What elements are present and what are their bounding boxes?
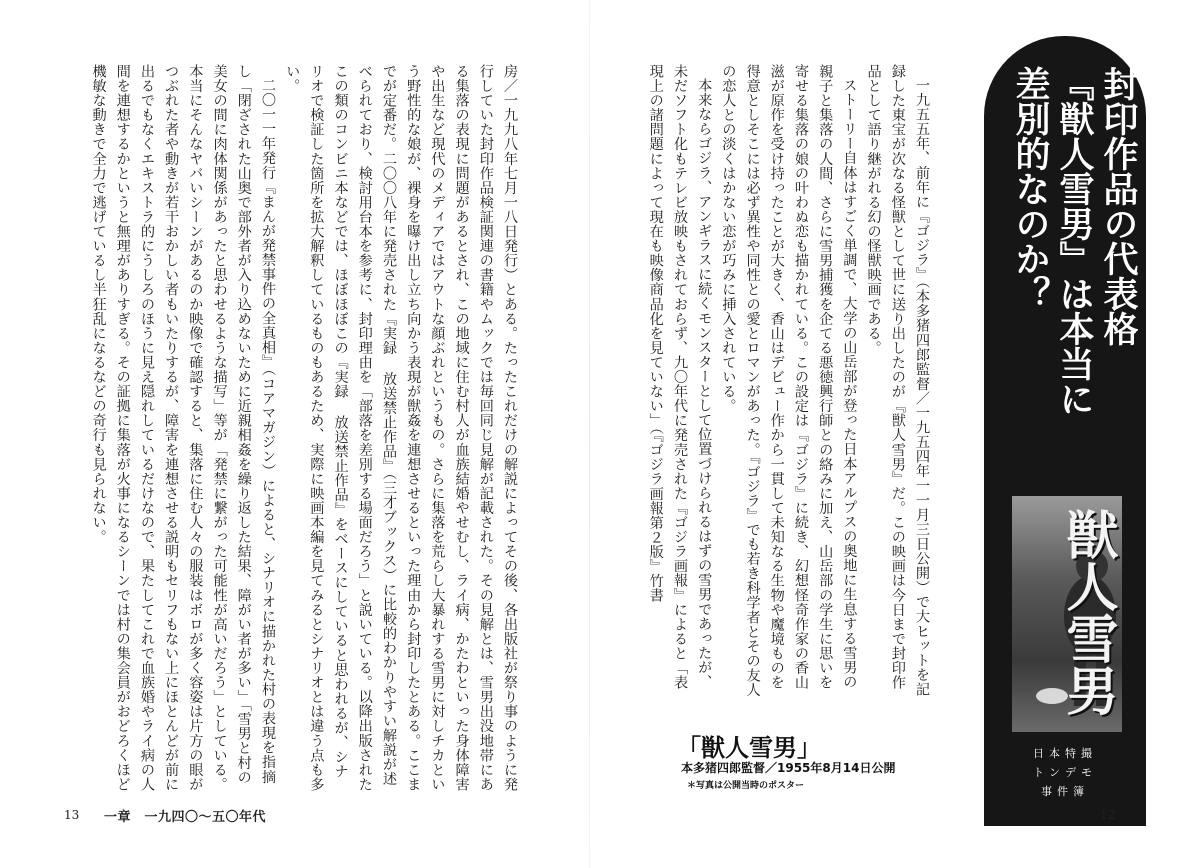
series-label [1020,744,1110,801]
left-paragraph-1: 房／一九九八年七月一八日発行）とある。たったこれだけの解説によってその後、各出版社が祭り事のように発行していた封印作品検証関連の書籍やムックでは毎回同じ見解が記載された。その見解とは、雪男出没地帯にある集落の表現に問題があるとされ、この地域に住む村人が血族結婚やせむし、ライ病、かたわといった身体障害や出生など現代のメディアではアウトな顔ぶれというもの。さらに集落を荒らし大暴れする雪男に対しチカという野性的な娘が、裸身を曝け出し立ち向かう表現が獣姦を連想させるといった理由から封印したとある。ここまでが定番だ。二〇〇八年に発売された『実録 放送禁止作品』（三才ブックス）に比較的わかりやすい解説が述べられており、検討用台本を参考に、封印理由を「部落を差別する場面だろう」と説いている。以降出版されたこの類のコンビニ本などでは、ほぼほぼこの『実録 放送禁止作品』をベースにしていると思われるが、シナリオで検証した箇所を拡大解釈しているものもあるため、実際に映画本編を見てみるとシナリオとは違う点も多い。 [284,64,518,792]
caption-director: 本多猪四郎監督／1955年8月14日公開 [681,761,896,775]
right-page-number: 12 [1100,808,1116,822]
title-line-3: 差別的なのか？ [1010,66,1050,311]
right-paragraph-2: ストーリー自体はすごく単調で、大学の山岳部が登った日本アルプスの奥地に生息する雪男の親子と集落の人間、さらに雪男捕獲を企てる悪徳興行師との絡みに加え、山岳部の学生に思いを寄せる集落の娘の叶わぬ恋も描かれている。この設定は『ゴジラ』に続き、幻想怪奇作家の香山滋が原作を受け持ったことが大きく、香山はデビュー作から一貫して未知なる生物や魔境ものを得意としそこには必ず異性や同性との愛とロマンがあった。『ゴジラ』でも若き科学者とその友人の恋人との淡くはかない恋が巧みに挿入されている。 [720,64,858,698]
right-paragraph-1: 一九五五年、前年に『ゴジラ』（本多猪四郎監督／一九五四年一一月三日公開）で大ヒットを記録した東宝が次なる怪獣として世に送り出したのが『獣人雪男』だ。この映画は今日まで封印作品として語り継がれる幻の怪獣映画である。 [865,64,930,697]
right-paragraph-3: 本来ならゴジラ、アンギラスに続くモンスターとして位置づけられるはずの雪男であったが、未だソフト化もテレビ放映もされておらず、九〇年代に発売された『ゴジラ画報』によると「表現上の諸問題によって現在も映像商品化を見ていない」（『ゴジラ画報第２版』竹書 [647,64,713,690]
page-gutter [589,0,590,868]
left-page-number: 13 [64,808,80,822]
title-line-1: 封印作品の代表格 [1098,66,1138,346]
caption-title: 「獣人雪男」 [677,734,821,762]
right-page-body [647,64,934,700]
series-label-line-3: 事件簿 [1041,785,1089,798]
series-label-line-1: 日本特撮 [1033,747,1097,760]
left-paragraph-2: 二〇一一年発行『まんが発禁事件の全真相』（コアマガジン）によると、シナリオに描かれた村の表現を指摘し「閉ざされた山奥で部外者が入り込めないために近親相姦を繰り返した結果、障がい者が多い」「雪男と村の美女の間に肉体関係があったと思わせるような描写」等が「発禁に繋がった可能性が高いだろう」としている。本当にそんなヤバいシーンがあるのか映像で確認すると、集落に住む人々の服装はボロが多く容姿は片方の眼がつぶれた者や動きが若干おかしい者もいたりするが、障害を連想させる説明もセリフもない上にほとんどが前に出るでもなくエキストラ的にうしろのほうに見え隠れしているだけなので、果たしてこれで血族婚やライ病の人間を連想するかというと無理がありすぎる。その証拠に集落が火事になるシーンでは村の集会員がおどろくほど機敏な動きで全力で逃げているし半狂乱になるなどの奇行も見られない。 [90,64,276,792]
poster-title-text: 獣人雪男 [1057,508,1117,716]
series-label-line-2: トンデモ [1033,766,1097,779]
left-page-body [56,64,522,792]
movie-poster-image [1012,496,1122,732]
article-title [994,66,1140,496]
chapter-label: 一章 一九四〇～五〇年代 [104,810,267,825]
caption-note: ＊写真は公開当時のポスター [687,781,805,791]
title-line-2: 『獣人雪男』は本当に [1054,66,1094,416]
